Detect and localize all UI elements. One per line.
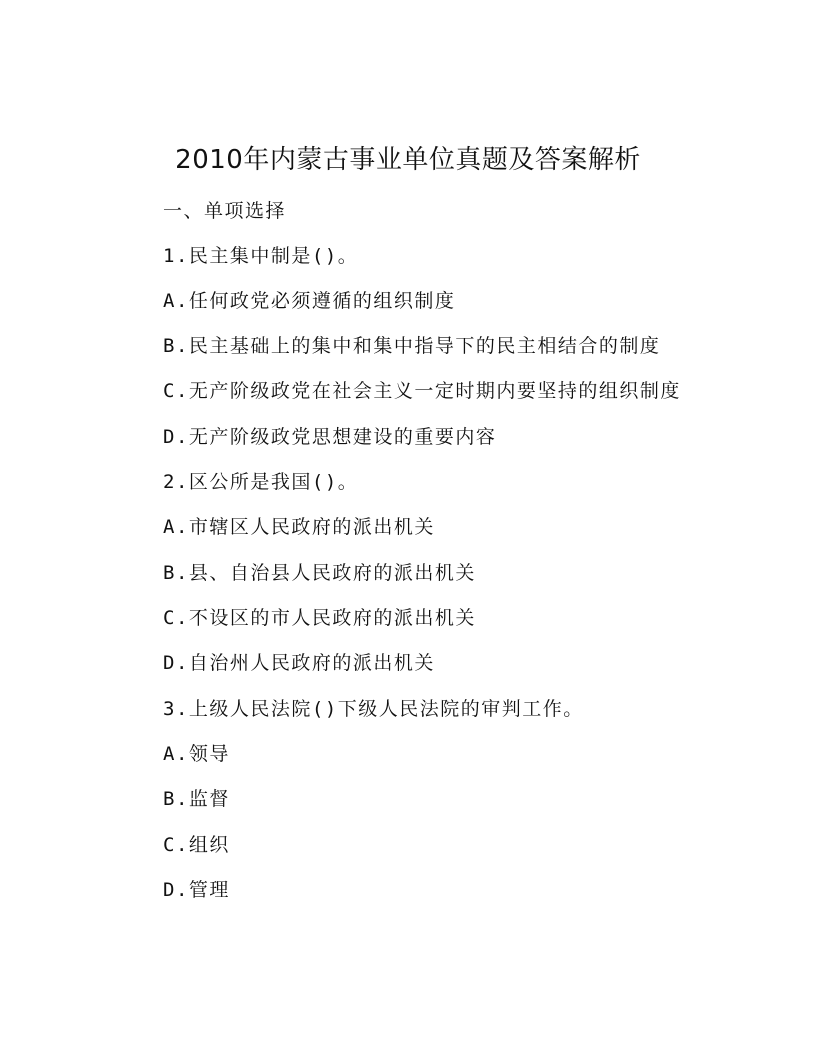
question-3-option-a: A.领导 [163,743,230,765]
question-3-option-b: B.监督 [163,788,230,810]
document-title: 2010年内蒙古事业单位真题及答案解析 [175,145,641,175]
question-2-option-c: C.不设区的市人民政府的派出机关 [163,607,476,629]
question-2-option-b: B.县、自治县人民政府的派出机关 [163,562,476,584]
question-2-stem: 2.区公所是我国()。 [163,471,359,493]
question-1-stem: 1.民主集中制是()。 [163,245,359,267]
question-2-option-a: A.市辖区人民政府的派出机关 [163,516,435,538]
question-1-option-c: C.无产阶级政党在社会主义一定时期内要坚持的组织制度 [163,380,681,402]
question-3-option-c: C.组织 [163,834,230,856]
question-3-option-d: D.管理 [163,879,230,901]
question-3-stem: 3.上级人民法院()下级人民法院的审判工作。 [163,698,584,720]
question-1-option-a: A.任何政党必须遵循的组织制度 [163,290,456,312]
question-2-option-d: D.自治州人民政府的派出机关 [163,652,435,674]
question-1-option-d: D.无产阶级政党思想建设的重要内容 [163,426,497,448]
question-1-option-b: B.民主基础上的集中和集中指导下的民主相结合的制度 [163,335,661,357]
section-heading: 一、单项选择 [163,200,287,222]
